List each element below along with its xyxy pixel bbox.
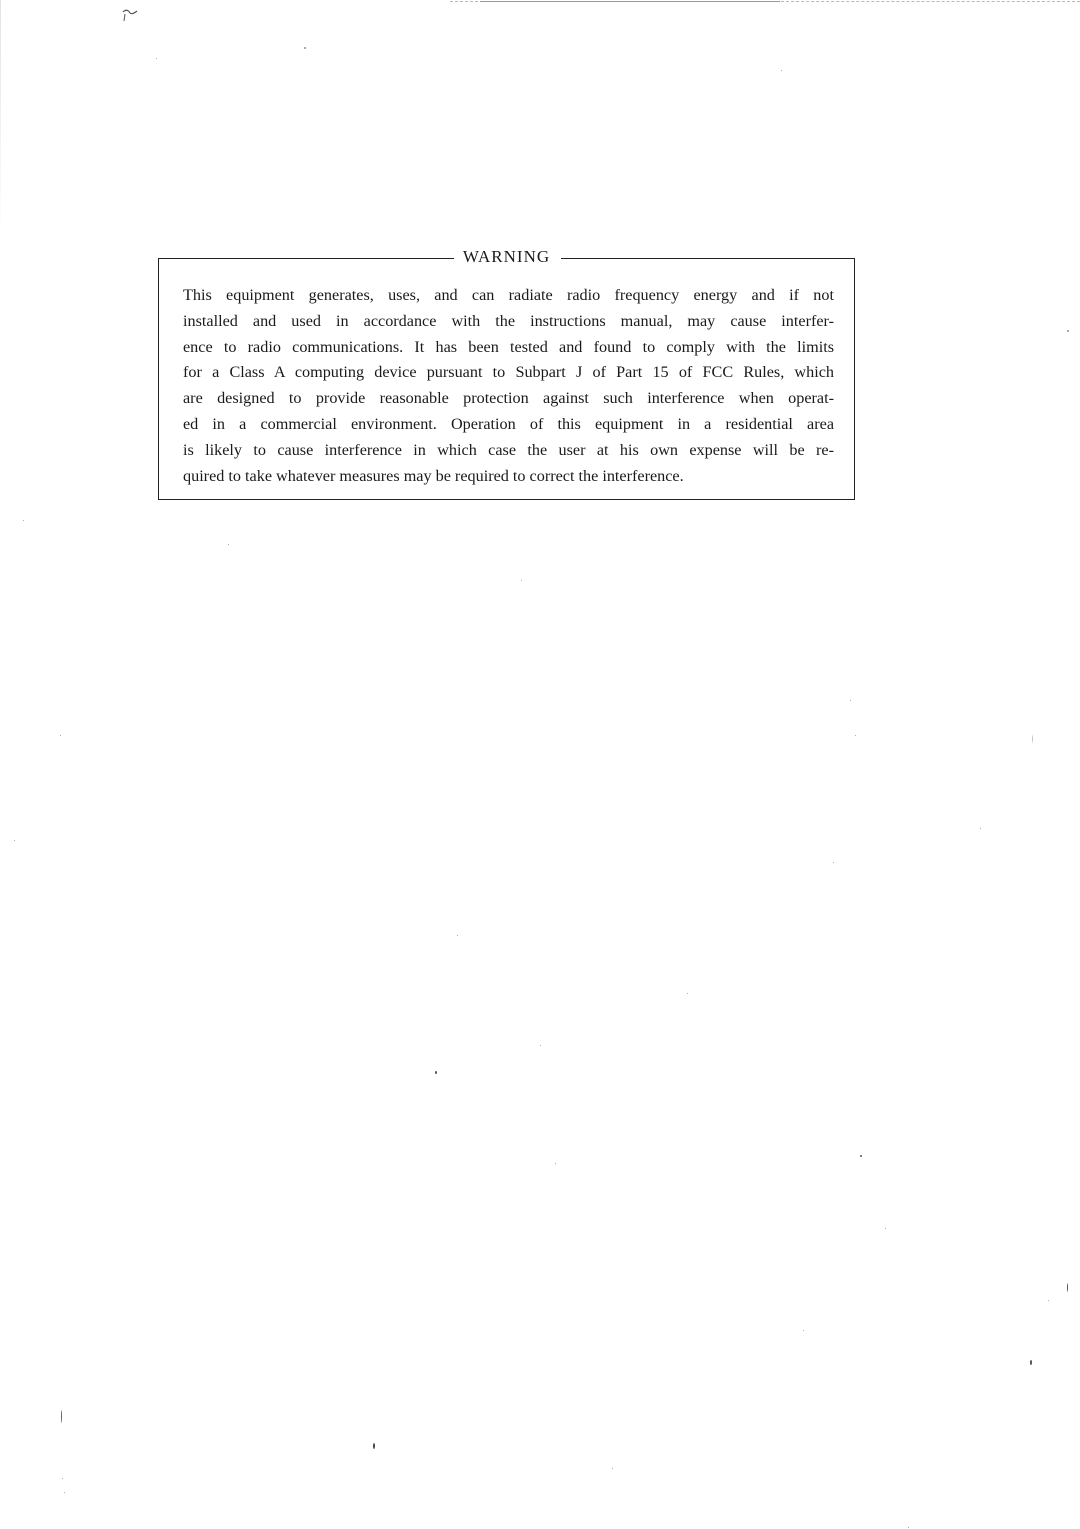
scan-speck [803,1330,804,1331]
warning-title: WARNING [462,247,551,266]
scan-speck [64,1492,65,1493]
scan-speck [1048,1300,1049,1301]
warning-line: is likely to cause interference in which case the user at his own expense will be re- [183,440,834,459]
scan-speck [855,735,856,736]
scan-top-rule-solid [480,1,780,2]
warning-line: quired to take whatever measures may be required to correct the interference. [183,466,684,485]
scan-speck [980,828,981,829]
scan-speck [373,1443,375,1449]
scan-speck [521,580,522,581]
scan-speck [1067,1283,1068,1292]
scan-speck [457,935,458,936]
scan-speck [833,862,834,863]
warning-line: This equipment generates, uses, and can radiate radio frequency energy and if not [183,286,834,304]
scan-speck [1030,1360,1032,1365]
warning-line: are designed to provide reasonable protection against such interference when operat- [183,389,834,408]
scan-speck [1032,735,1033,743]
scan-left-edge [0,0,1,240]
warning-body [183,283,834,489]
scan-speck [1067,330,1069,332]
scan-speck [612,1468,613,1469]
scan-speck [304,47,306,49]
warning-line: ence to radio communications. It has been tested and found to comply with the limits [183,337,834,356]
scan-speck [885,1228,886,1229]
scan-speck [687,993,688,994]
scan-speck [60,735,61,736]
warning-line: ed in a commercial environment. Operation of this equipment in a residential area [183,414,834,433]
scan-speck [781,70,782,71]
scan-speck [555,1163,556,1164]
scan-speck [156,58,157,59]
warning-box [158,247,855,500]
scan-speck [908,1527,909,1528]
scan-speck [850,700,851,701]
scan-speck [228,544,229,545]
warning-line: installed and used in accordance with the instructions manual, may cause interfer- [183,311,834,330]
scan-speck [540,1045,541,1046]
scan-speck [860,1155,862,1157]
warning-line: for a Class A computing device pursuant to Subpart J of Part 15 of FCC Rules, which [183,363,834,382]
scan-speck [435,1071,437,1074]
scan-speck [61,1410,62,1423]
corner-scribble-icon [118,4,140,26]
scan-speck [62,1478,63,1479]
scan-speck [14,840,15,841]
scan-speck [23,520,24,521]
